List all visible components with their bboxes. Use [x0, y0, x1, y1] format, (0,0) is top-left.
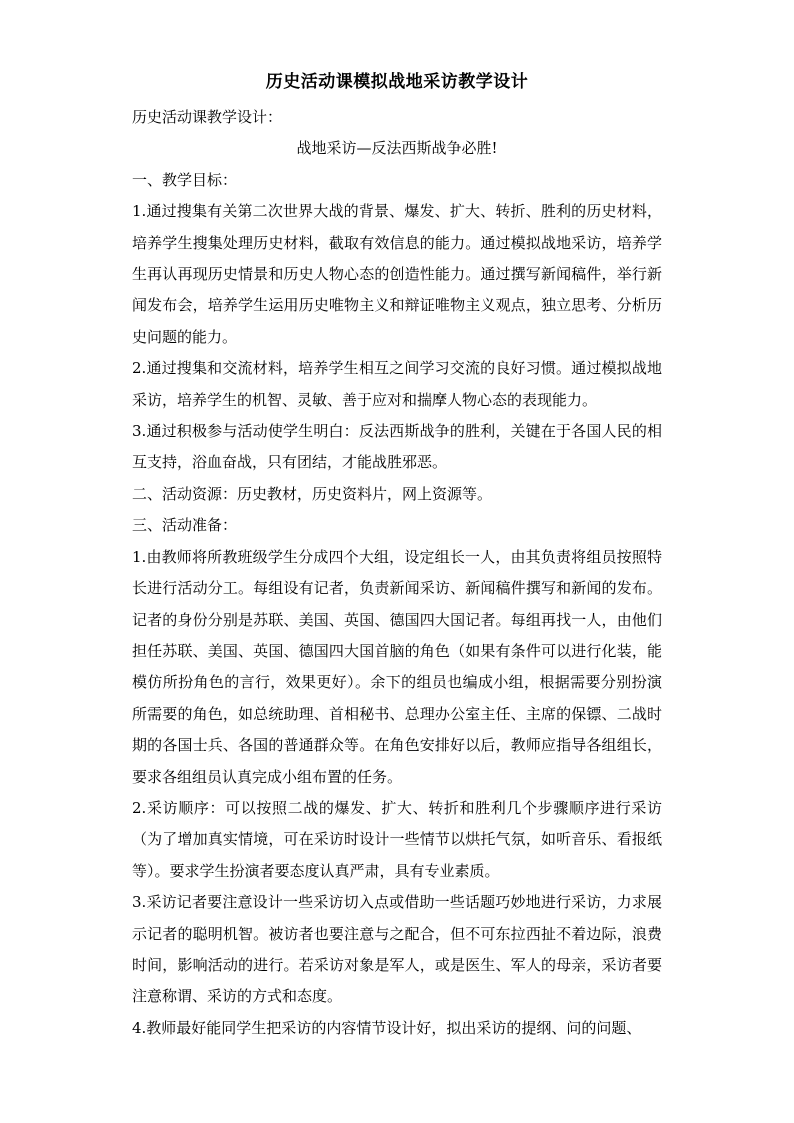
- paragraph-goal-1: 1.通过搜集有关第二次世界大战的背景、爆发、扩大、转折、胜利的历史材料，培养学生搜集处理历史材料，截取有效信息的能力。通过模拟战地采访，培养学生再认再现历史情景和历史人物心态的创造性能力。通过撰写新闻稿件，举行新闻发布会，培养学生运用历史唯物主义和辩证唯物主义观点，独立思考、分析历史问题的能力。: [132, 202, 662, 346]
- lesson-subtitle: 战地采访—反法西斯战争必胜!: [296, 139, 498, 158]
- paragraph-goal-2: 2.通过搜集和交流材料，培养学生相互之间学习交流的良好习惯。通过模拟战地采访，培养学生的机智、灵敏、善于应对和揣摩人物心态的表现能力。: [132, 359, 662, 409]
- paragraph-prep-2: 2.采访顺序：可以按照二战的爆发、扩大、转折和胜利几个步骤顺序进行采访（为了增加真实情境，可在采访时设计一些情节以烘托气氛，如听音乐、看报纸等）。要求学生扮演者要态度认真严肃，具有专业素质。: [132, 798, 662, 880]
- paragraph-prep-4: 4.教师最好能同学生把采访的内容情节设计好，拟出采访的提纲、问的问题、: [132, 1018, 642, 1037]
- section-heading-resources: 二、活动资源：历史教材，历史资料片，网上资源等。: [132, 484, 493, 503]
- paragraph-prep-1: 1.由教师将所教班级学生分成四个大组，设定组长一人，由其负责将组员按照特长进行活动分工。每组设有记者，负责新闻采访、新闻稿件撰写和新闻的发布。记者的身份分别是苏联、美国、英国、德国四大国记者。每组再找一人，由他们担任苏联、美国、英国、德国四大国首脑的角色（如果有条件可以进行化装，能模仿所扮角色的言行，效果更好）。余下的组员也编成小组，根据需要分别扮演所需要的角色，如总统助理、首相秘书、总理办公室主任、主席的保镖、二战时期的各国士兵、各国的普通群众等。在角色安排好以后，教师应指导各组组长，要求各组组员认真完成小组布置的任务。: [132, 547, 662, 786]
- paragraph-goal-3: 3.通过积极参与活动使学生明白：反法西斯战争的胜利，关键在于各国人民的相互支持，浴血奋战，只有团结，才能战胜邪恶。: [132, 422, 662, 472]
- document-title: 历史活动课模拟战地采访教学设计: [265, 72, 529, 92]
- paragraph-prep-3: 3.采访记者要注意设计一些采访切入点或借助一些话题巧妙地进行采访，力求展示记者的聪明机智。被访者也要注意与之配合，但不可东拉西扯不着边际，浪费时间，影响活动的进行。若采访对象是军人，或是医生、军人的母亲，采访者要注意称谓、采访的方式和态度。: [132, 893, 662, 1006]
- intro-line: 历史活动课教学设计：: [132, 108, 283, 126]
- section-heading-preparation: 三、活动准备：: [132, 516, 238, 535]
- document-body: [132, 102, 662, 1044]
- section-heading-goals: 一、教学目标：: [132, 170, 238, 189]
